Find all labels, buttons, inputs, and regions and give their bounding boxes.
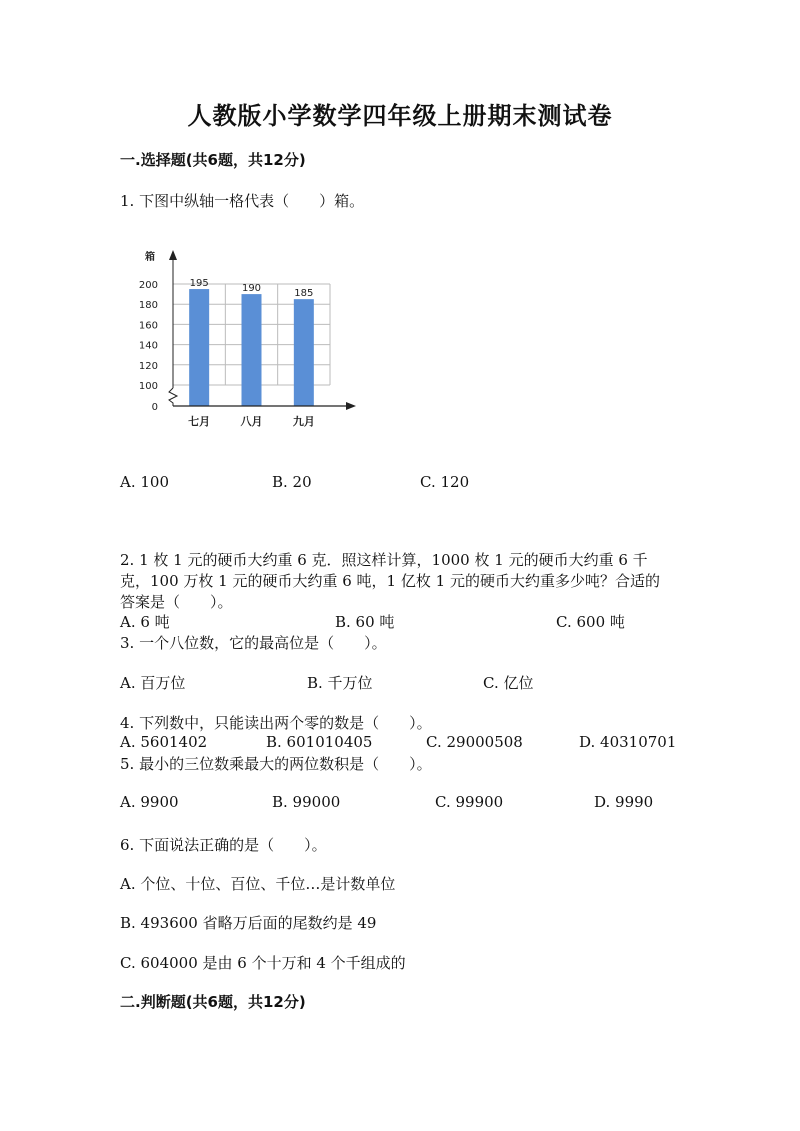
q6-option-c: C. 604000 是由 6 个十万和 4 个千组成的 <box>120 954 406 972</box>
y-tick-label: 0 <box>151 402 158 413</box>
q5-option-b: B. 99000 <box>272 793 341 811</box>
y-tick-label: 140 <box>138 340 158 352</box>
q6-option-b: B. 493600 省略万后面的尾数约是 49 <box>120 914 377 932</box>
bar <box>242 294 262 406</box>
q2-option-a: A. 6 吨 <box>120 613 170 631</box>
q2-option-b: B. 60 吨 <box>335 613 395 631</box>
question-2-line-2: 克，100 万枚 1 元的硬币大约重 6 吨，1 亿枚 1 元的硬币大约重多少吨？合适的 <box>120 572 660 590</box>
y-axis-arrow <box>169 250 177 260</box>
category-label: 七月 <box>188 415 211 428</box>
question-3: 3. 一个八位数，它的最高位是（ ）。 <box>120 634 387 652</box>
q5-option-c: C. 99900 <box>435 793 504 811</box>
category-label: 九月 <box>292 415 315 428</box>
q1-option-b: B. 20 <box>272 473 312 491</box>
q4-option-c: C. 29000508 <box>426 733 523 751</box>
q3-option-c: C. 亿位 <box>483 674 534 692</box>
section-heading-choice: 一.选择题(共6题，共12分) <box>120 151 306 169</box>
question-2-line-3: 答案是（ ）。 <box>120 593 233 611</box>
q4-option-d: D. 40310701 <box>579 733 677 751</box>
y-tick-label: 180 <box>138 300 158 312</box>
bar <box>189 289 209 406</box>
question-2-line-1: 2. 1 枚 1 元的硬币大约重 6 克．照这样计算，1000 枚 1 元的硬币大约重 6 千 <box>120 551 648 569</box>
section-heading-judgement: 二.判断题(共6题，共12分) <box>120 993 306 1011</box>
q5-option-a: A. 9900 <box>120 793 179 811</box>
q2-option-c: C. 600 吨 <box>556 613 625 631</box>
chart-labels <box>139 250 315 428</box>
question-1: 1. 下图中纵轴一格代表（ ）箱。 <box>120 192 365 210</box>
data-label: 195 <box>189 278 209 290</box>
data-label: 190 <box>241 283 262 295</box>
q6-option-a: A. 个位、十位、百位、千位…是计数单位 <box>120 875 396 893</box>
q4-option-a: A. 5601402 <box>120 733 208 751</box>
chart-bars <box>189 289 314 406</box>
q3-option-b: B. 千万位 <box>307 674 373 692</box>
y-tick-label: 200 <box>138 280 158 291</box>
category-label: 八月 <box>240 415 263 428</box>
axis-break <box>169 388 177 406</box>
q5-option-d: D. 9990 <box>594 793 654 811</box>
q4-option-b: B. 601010405 <box>266 733 373 751</box>
y-tick-label: 160 <box>138 320 158 332</box>
q1-option-c: C. 120 <box>420 473 470 491</box>
q3-option-a: A. 百万位 <box>120 674 186 692</box>
data-label: 185 <box>294 288 314 300</box>
question-5: 5. 最小的三位数乘最大的两位数积是（ ）。 <box>120 755 432 773</box>
page-title: 人教版小学数学四年级上册期末测试卷 <box>187 101 613 130</box>
bar-chart <box>120 240 370 440</box>
y-axis-title: 箱 <box>145 252 155 263</box>
question-6: 6. 下面说法正确的是（ ）。 <box>120 836 327 854</box>
y-tick-label: 100 <box>138 381 158 392</box>
bar <box>294 299 314 406</box>
x-axis-arrow <box>346 402 356 410</box>
question-4: 4. 下列数中，只能读出两个零的数是（ ）。 <box>120 714 432 732</box>
q1-option-a: A. 100 <box>120 473 169 491</box>
y-tick-label: 120 <box>138 360 158 372</box>
